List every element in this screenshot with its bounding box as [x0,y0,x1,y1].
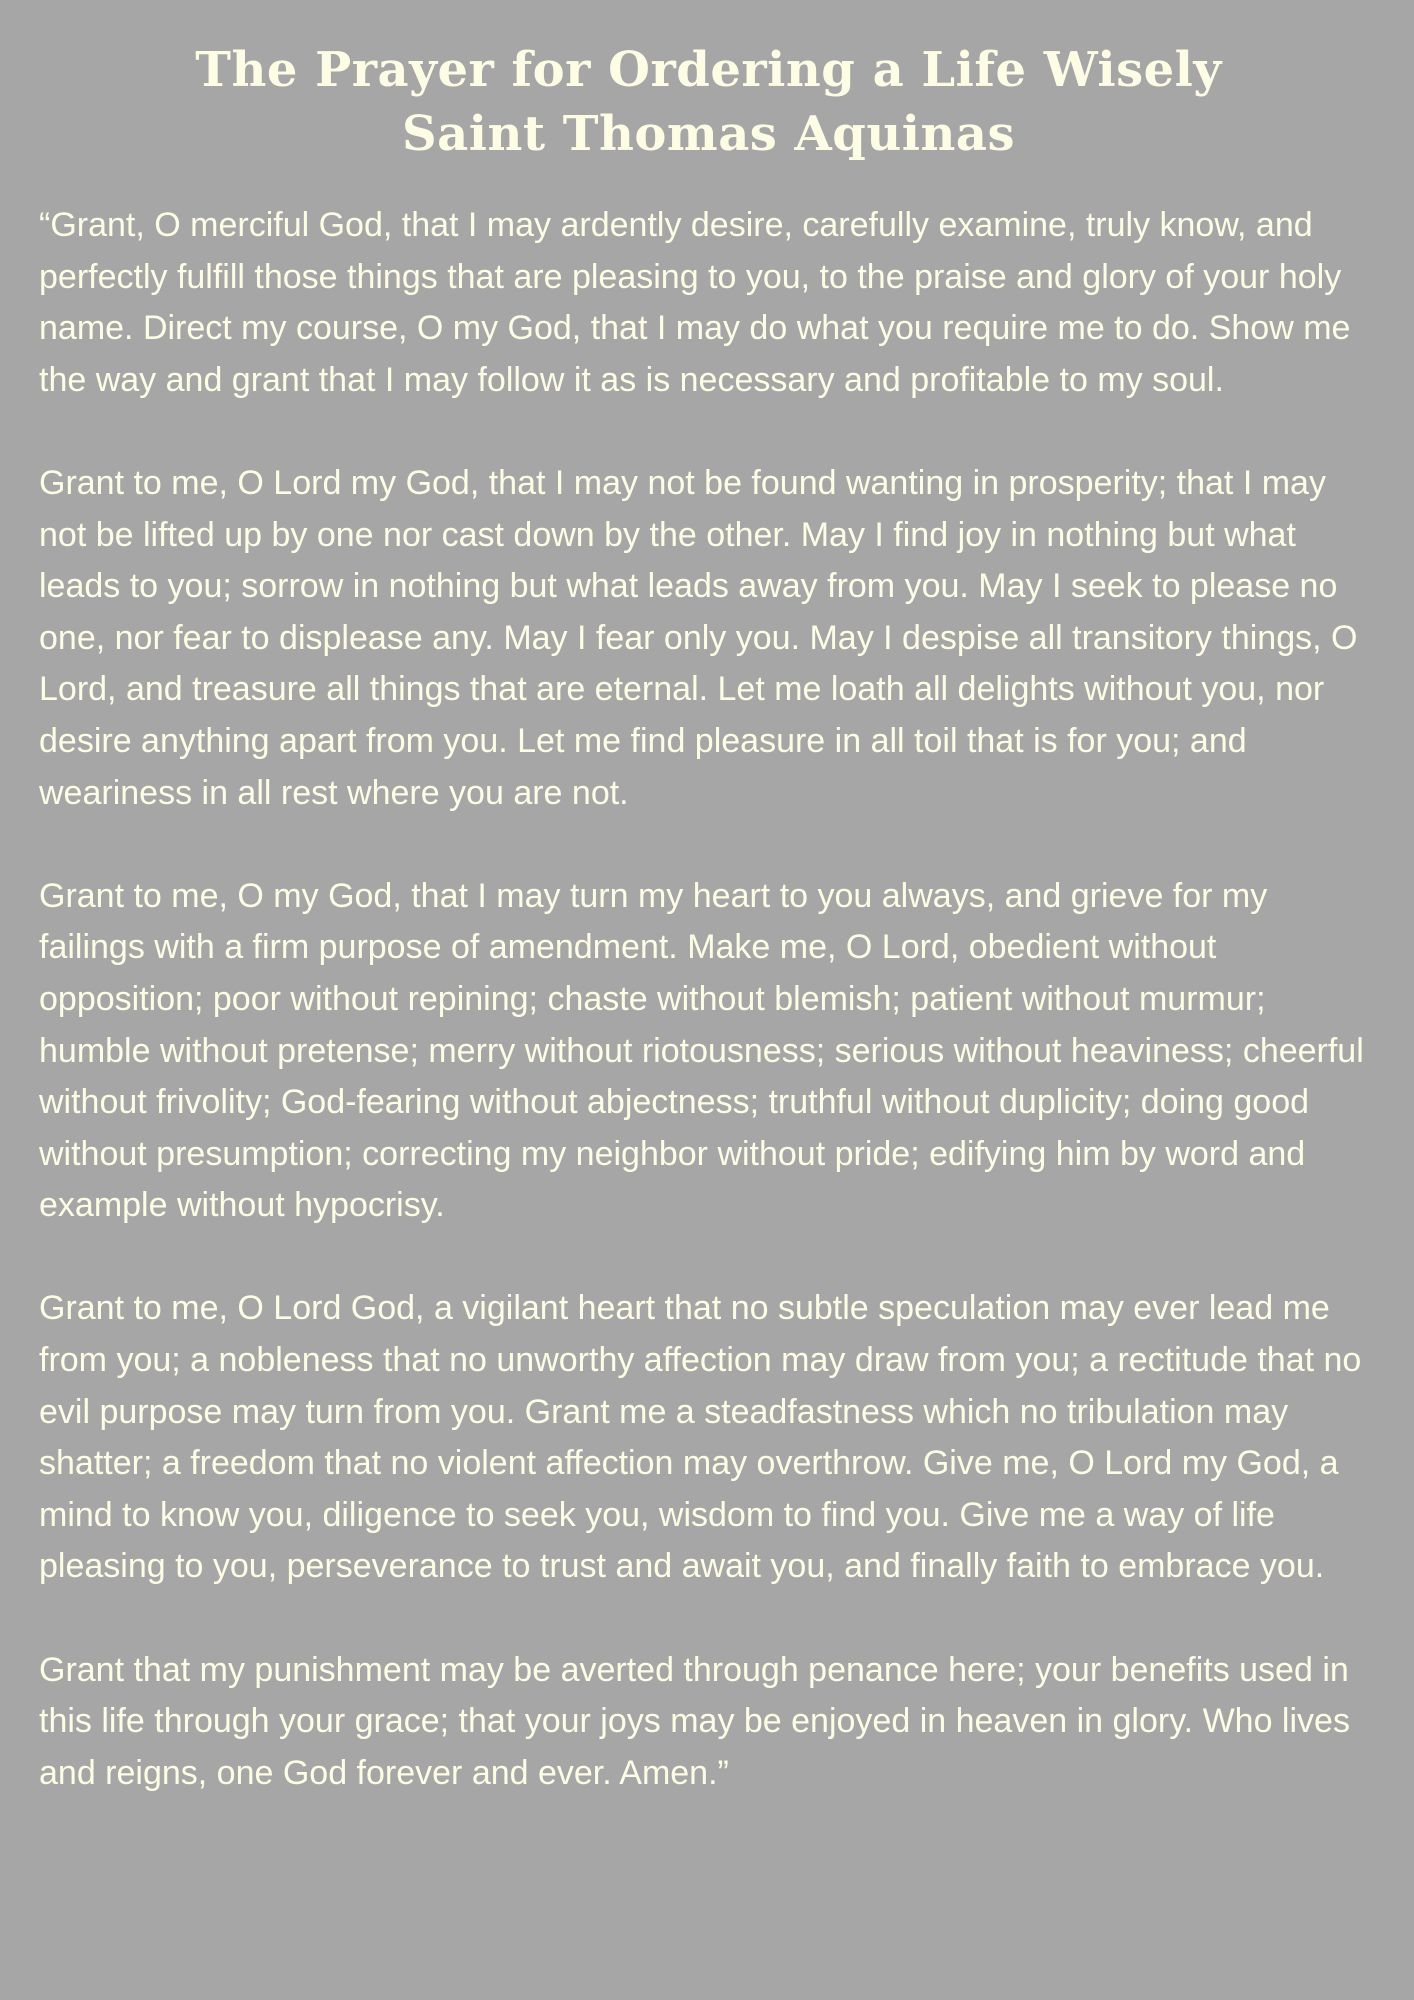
prayer-author: Saint Thomas Aquinas [402,106,1015,162]
prayer-title: The Prayer for Ordering a Life Wisely [195,42,1222,98]
prayer-paragraph-2: Grant to me, O Lord my God, that I may not be found wanting in prosperity; that I may not be lifted up by one nor cast down by the other. May I find joy in nothing but what leads to you; sorrow in nothing but what leads away from you. May I seek to please no one, nor fear to displease any. May I fear only you. May I despise all transitory things, O Lord, and treasure all things that are eternal. Let me loath all delights without you, nor desire anything apart from you. Let me find pleasure in all toil that is for you; and weariness in all rest where you are not. [39,463,1358,812]
prayer-paragraph-4: Grant to me, O Lord God, a vigilant heart that no subtle speculation may ever lead me from you; a nobleness that no unworthy affection may draw from you; a rectitude that no evil purpose may turn from you. Grant me a steadfastness which no tribulation may shatter; a freedom that no violent affection may overthrow. Give me, O Lord my God, a mind to know you, diligence to seek you, wisdom to find you. Give me a way of life pleasing to you, perseverance to trust and await you, and finally faith to embrace you. [39,1289,1362,1586]
prayer-paragraph-5: Grant that my punishment may be averted through penance here; your benefits used in this life through your grace; that your joys may be enjoyed in heaven in glory. Who lives and reigns, one God forever and ever. Amen.” [39,1650,1350,1792]
page-title [39,38,1378,166]
prayer-paragraph-3: Grant to me, O my God, that I may turn my heart to you always, and grieve for my failings with a firm purpose of amendment. Make me, O Lord, obedient without opposition; poor without repining; chaste without blemish; patient without murmur; humble without pretense; merry without riotousness; serious without heaviness; cheerful without frivolity; God-fearing without abjectness; truthful without duplicity; doing good without presumption; correcting my neighbor without pride; edifying him by word and example without hypocrisy. [39,876,1364,1225]
prayer-paragraph-1: “Grant, O merciful God, that I may ardently desire, carefully examine, truly know, and perfectly fulfill those things that are pleasing to you, to the praise and glory of your holy name. Direct my course, O my God, that I may do what you require me to do. Show me the way and grant that I may follow it as is necessary and profitable to my soul. [39,206,1351,399]
prayer-body [39,200,1378,1799]
